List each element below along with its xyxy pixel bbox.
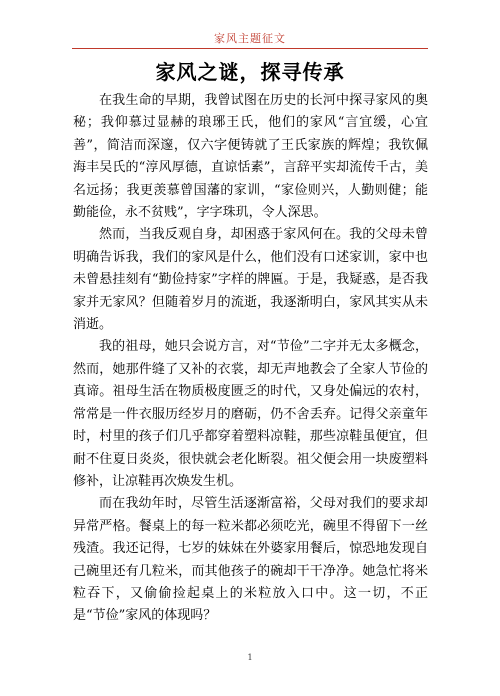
document-title: 家风之谜，探寻传承	[155, 60, 345, 84]
paragraph-3: 我的祖母，她只会说方言，对“节俭”二字并无太多概念，然而，她那件缝了又补的衣裳，却无声地教会了全家人节俭的真谛。祖母生活在物质极度匮乏的时代，又身处偏远的农村，常常是一件衣服历经岁月的磨砺，仍不舍丢弃。记得父亲童年时，村里的孩子们几乎都穿着塑料凉鞋，那些凉鞋虽便宜，但耐不住夏日炎炎，很快就会老化断裂。祖父便会用一块废塑料修补，让凉鞋再次焕发生机。	[73, 339, 428, 489]
header-divider	[72, 48, 428, 49]
paragraph-4: 而在我幼年时，尽管生活逐渐富裕，父母对我们的要求却异常严格。餐桌上的每一粒米都必须吃光，碗里不得留下一丝残渣。我还记得，七岁的妹妹在外婆家用餐后，惊恐地发现自己碗里还有几粒米，而其他孩子的碗却干干净净。她急忙将米粒吞下，又偷偷捡起桌上的米粒放入口中。这一切，不正是“节俭”家风的体现吗？	[73, 496, 428, 624]
paragraph-1: 在我生命的早期，我曾试图在历史的长河中探寻家风的奥秘；我仰慕过显赫的琅琊王氏，他们的家风“言宜缓，心宜善”，简洁而深邃，仅六字便铸就了王氏家族的辉煌；我钦佩海丰吴氏的“淳风厚德，直谅恬素”，言辞平实却流传千古，美名远扬；我更羡慕曾国藩的家训，“家俭则兴，人勤则健；能勤能俭，永不贫贱”，字字珠玑，令人深思。	[73, 93, 428, 221]
page-header: 家风主题征文	[214, 32, 286, 45]
page-number: 1	[247, 653, 253, 662]
document-body	[73, 90, 428, 628]
paragraph-2: 然而，当我反观自身，却困惑于家风何在。我的父母未曾明确告诉我，我们的家风是什么，他们没有口述家训，家中也未曾悬挂刻有“勤俭持家”字样的牌匾。于是，我疑惑，是否我家并无家风？但随着岁月的流逝，我逐渐明白，家风其实从未消逝。	[73, 227, 428, 333]
